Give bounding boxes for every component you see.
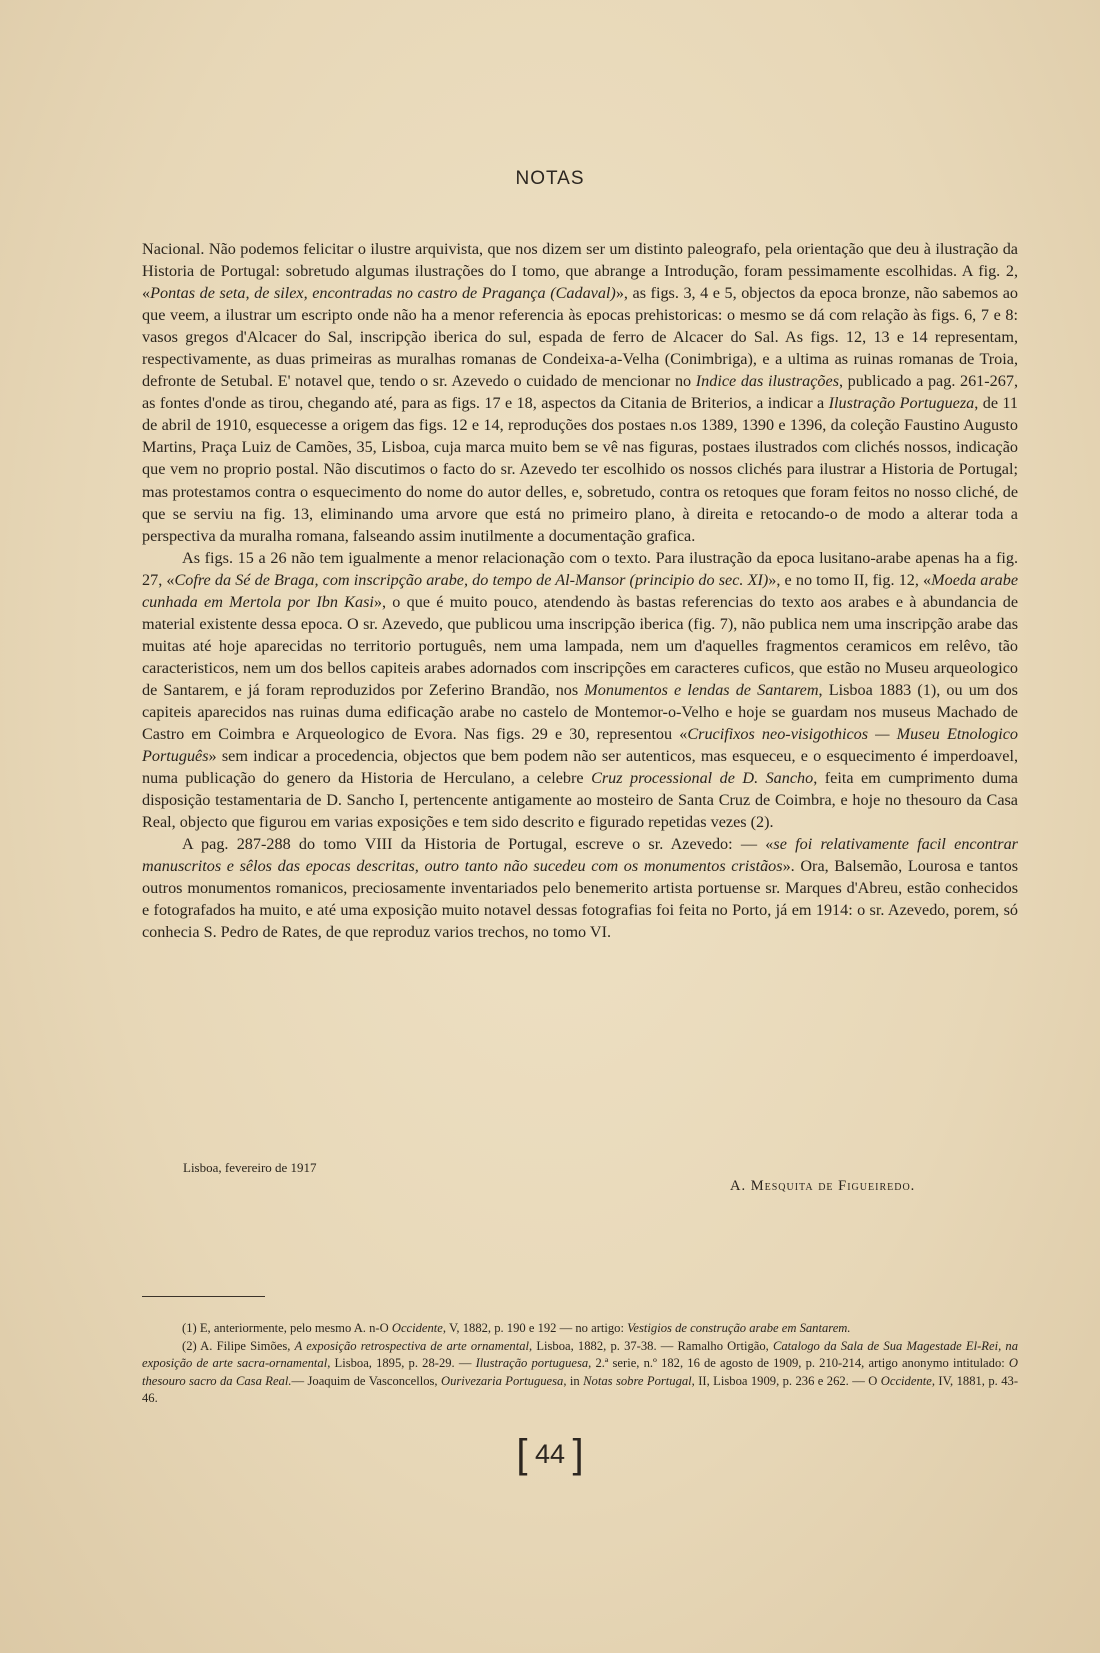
- italic-title: Catalogo da Sala de Sua Magestade El-Rei, na exposição de arte sacra-ornamental: [142, 1338, 1018, 1370]
- right-bracket: ]: [572, 1432, 584, 1476]
- italic-title: Indice das ilustrações: [695, 372, 839, 391]
- text-run: , de 11 de abril de 1910, esquecesse a origem das figs. 12 e 14, reproduções dos postaes n.os 1389, 1390 e 1396, da coleção Faustino Augusto Martins, Praça Luiz de Camões, 35, Lisboa, cuja marca muito bem se vê nas figuras, postaes ilustrados com clichés nossos, indicação que vem no proprio postal. Não discutimos o facto do sr. Azevedo ter escolhido os nossos clichés para ilustrar a Historia de Portugal; mas protestamos contra o esquecimento do nome do autor delles, e, sobretudo, contra os retoques que foram feitos no nosso cliché, de que se serviu na fig. 13, eliminando uma arvore que está no primeiro plano, à direita e retocando-o de modo a alterar toda a perspectiva da muralha romana, falseando assim inutilmente a documentação grafica.: [142, 394, 1019, 545]
- italic-title: Moeda arabe cunhada em Mertola por Ibn Kasi: [142, 570, 1019, 611]
- author-signature: A. Mesquita de Figueiredo.: [730, 1178, 916, 1194]
- italic-title: Ilustração Portugueza: [828, 394, 975, 413]
- italic-title: O thesouro sacro da Casa Real.: [142, 1356, 1018, 1388]
- text-run: , publicado a pag. 261-267, as fontes d'onde as tirou, chegando até, para as figs. 17 e 18, aspectos da Citania de Briterios, a indicar a: [142, 372, 1018, 413]
- page-number: [0, 1432, 1100, 1477]
- text-run: » sem indicar a procedencia, objectos que bem podem não ser autenticos, mas esqueceu, e o esquecimento é imperdoavel, numa publicação do genero da Historia de Herculano, a celebre: [142, 747, 1018, 788]
- paragraph-1: [142, 238, 1018, 547]
- text-run: », e no tomo II, fig. 12, «: [768, 570, 932, 589]
- footnotes: [142, 1320, 1018, 1408]
- text-run: , 2.ª serie, n.º 182, 16 de agosto de 1909, p. 210-214, artigo anonymo intitulado:: [588, 1356, 1009, 1370]
- italic-title: Ilustração portuguesa: [475, 1356, 589, 1370]
- text-run: ». Ora, Balsemão, Lourosa e tantos outros monumentos romanicos, preciosamente inventariados pelo benemerito artista portuense sr. Marques d'Abreu, estão conhecidos e fotografados ha muito, e até uma exposição muito notavel dessas fotografias foi feita no Porto, já em 1914: o sr. Azevedo, porem, só conhecia S. Pedro de Rates, de que reproduz varios trechos, no tomo VI.: [142, 857, 1019, 942]
- text-run: », as figs. 3, 4 e 5, objectos da epoca bronze, não sabemos ao que veem, a ilustrar um escripto onde não ha a menor referencia às epocas prehistoricas: o mesmo se dá com relação às figs. 6, 7 e 8: vasos gregos d'Alcacer do Sal, inscripção iberica do sul, espada de ferro de Alcacer do Sal. As figs. 12, 13 e 14 representam, respectivamente, as duas primeiras as muralhas romanas de Condeixa-a-Velha (Conimbriga), e a ultima as ruinas romanas de Troia, defronte de Setubal. E' notavel que, tendo o sr. Azevedo o cuidado de mencionar no: [142, 284, 1018, 391]
- page-number-value: 44: [534, 1439, 566, 1469]
- text-run: , Lisboa, 1882, p. 37-38. — Ramalho Ortigão,: [529, 1338, 773, 1353]
- text-run: , Lisboa, 1895, p. 28-29. —: [327, 1356, 476, 1370]
- italic-quote: se foi relativamente facil encontrar manuscritos e sêlos das epocas descritas, outro tanto não sucedeu com os monumentos cristãos: [142, 835, 1018, 876]
- text-run: (2) A. Filipe Simões,: [182, 1338, 295, 1353]
- text-run: , II, Lisboa 1909, p. 236 e 262. — O: [691, 1373, 881, 1388]
- text-run: (1) E, anteriormente, pelo mesmo A. n-O: [182, 1321, 392, 1335]
- running-title: NOTAS: [515, 168, 585, 189]
- italic-title: A exposição retrospectiva de arte ornamental: [294, 1338, 530, 1353]
- text-run: , V, 1882, p. 190 e 192 — no artigo:: [442, 1321, 628, 1335]
- text-run: , in: [563, 1373, 584, 1388]
- text-run: As figs. 15 a 26 não tem igualmente a menor relacionação com o texto. Para ilustração da epoca lusitano-arabe apenas ha a fig. 27, «: [142, 548, 1018, 589]
- italic-title: Vestigios de construção arabe em Santarem.: [627, 1321, 851, 1335]
- italic-title: Ourivezaria Portuguesa: [441, 1373, 564, 1388]
- italic-title: Cruz processional de D. Sancho: [591, 769, 814, 788]
- footnote-2: [142, 1338, 1018, 1408]
- italic-title: Occidente: [880, 1373, 932, 1388]
- paragraph-3: [142, 833, 1018, 943]
- text-run: A pag. 287-288 do tomo VIII da Historia de Portugal, escreve o sr. Azevedo: — «: [182, 835, 774, 854]
- text-run: — Joaquim de Vasconcellos,: [291, 1373, 441, 1388]
- paragraph-2: [142, 547, 1018, 834]
- article-body: [142, 238, 1018, 944]
- text-run: , Lisboa 1883 (1), ou um dos capiteis aparecidos nas ruinas duma edificação arabe no castelo de Montemor-o-Velho e hoje se guardam nos museus Machado de Castro em Coimbra e Arqueologico de Evora. Nas figs. 29 e 30, representou «: [142, 680, 1018, 744]
- left-bracket: [: [516, 1432, 528, 1476]
- footnote-1: [142, 1320, 1018, 1338]
- italic-title: Crucifixos neo-visigothicos — Museu Etnologico Português: [142, 725, 1018, 766]
- italic-title: Notas sobre Portugal: [583, 1373, 692, 1388]
- text-run: », o que é muito pouco, atendendo às bastas referencias do texto aos arabes e à abundancia de material existente dessa epoca. O sr. Azevedo, que publicou uma inscripção iberica (fig. 7), não publica nem uma inscripção arabe das muitas até hoje aparecidas no territorio português, nem uma lampada, nem um d'aquelles fragmentos ceramicos em relêvo, tão caracteristicos, nem um dos bellos capiteis arabes adornados com inscripções em caracteres cuficos, que estão no Museu arqueologico de Santarem, e já foram reproduzidos por Zeferino Brandão, nos: [142, 592, 1018, 699]
- text-run: Nacional. Não podemos felicitar o ilustre arquivista, que nos dizem ser um distinto paleografo, pela orientação que deu à ilustração da Historia de Portugal: sobretudo algumas ilustrações do I tomo, que abrange a Introdução, foram pessimamente escolhidas. A fig. 2, «: [142, 240, 1018, 303]
- text-run: , feita em cumprimento duma disposição testamentaria de D. Sancho I, pertencente antigamente ao mosteiro de Santa Cruz de Coimbra, e hoje no thesouro da Casa Real, objecto que figurou em varias exposições e tem sido descrito e figurado repetidas vezes (2).: [142, 769, 1018, 832]
- italic-title: Occidente: [391, 1321, 443, 1335]
- text-run: , IV, 1881, p. 43-46.: [142, 1373, 1019, 1405]
- place-date: Lisboa, fevereiro de 1917: [183, 1160, 317, 1175]
- footnote-divider: [142, 1296, 265, 1297]
- italic-title: Monumentos e lendas de Santarem: [584, 680, 819, 699]
- italic-title: Cofre da Sé de Braga, com inscripção arabe, do tempo de Al-Mansor (principio do sec. XI): [174, 570, 769, 589]
- italic-title: Pontas de seta, de silex, encontradas no castro de Pragança (Cadaval): [150, 284, 616, 303]
